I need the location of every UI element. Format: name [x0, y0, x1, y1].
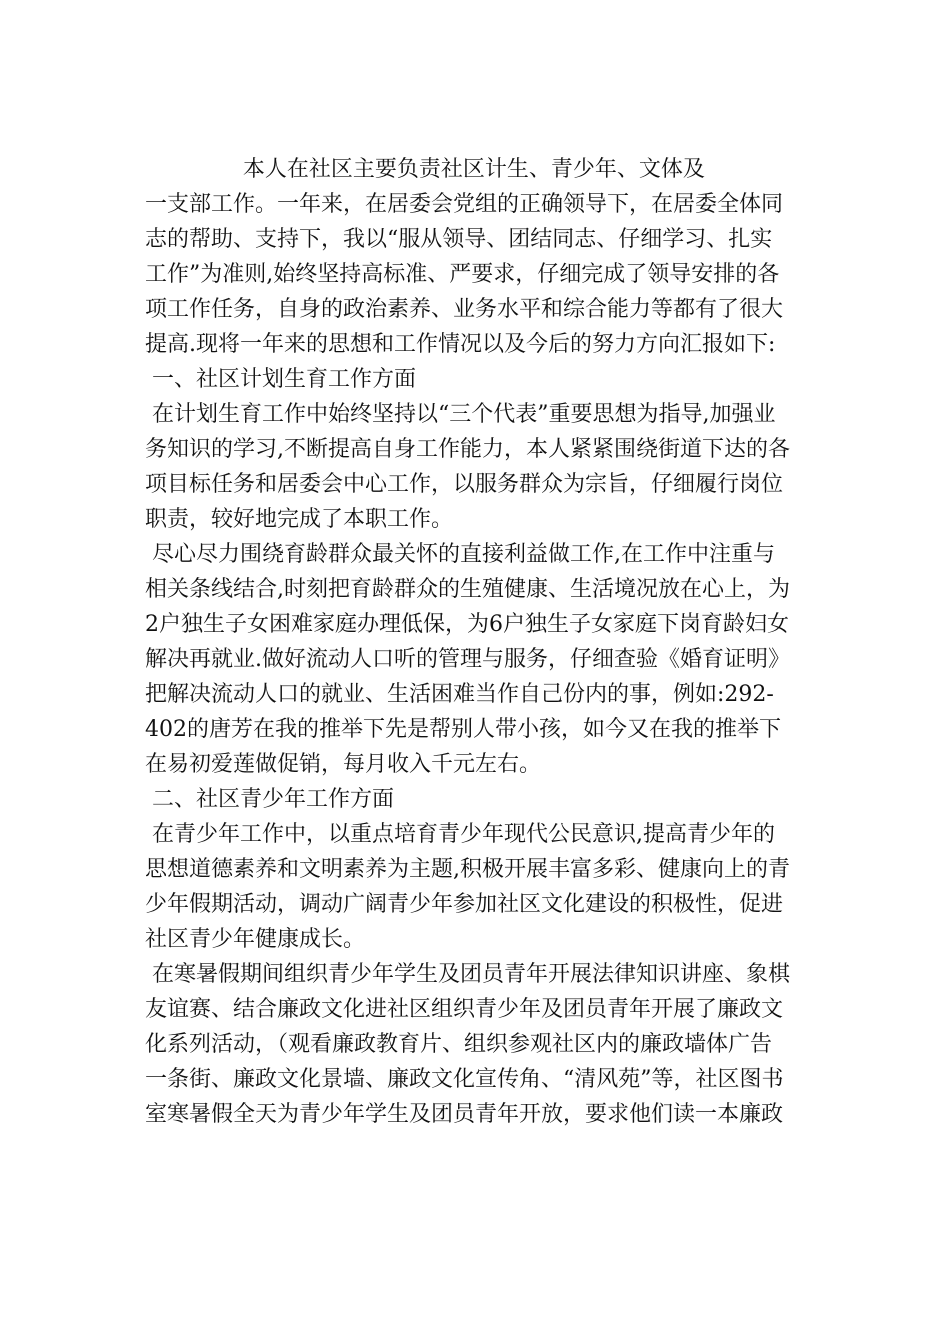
text-line-22: 少年假期活动，调动广阔青少年参加社区文化建设的积极性，促进 [145, 892, 784, 917]
text-line-13: 相关条线结合,时刻把育龄群众的生殖健康、生活境况放在心上，为 [145, 577, 790, 602]
text-line-16: 把解决流动人口的就业、生活困难当作自己份内的事，例如:292- [145, 682, 774, 707]
text-line-28: 室寒暑假全天为青少年学生及团员青年开放，要求他们读一本廉政 [145, 1102, 784, 1127]
text-line-6: 提高.现将一年来的思想和工作情况以及今后的努力方向汇报如下: [145, 332, 776, 357]
text-line-1: 本人在社区主要负责社区计生、青少年、文体及 [145, 157, 705, 182]
text-line-2: 一支部工作。一年来，在居委会党组的正确领导下，在居委全体同 [145, 192, 784, 217]
text-line-27: 一条街、廉政文化景墙、廉政文化宣传角、“清风苑”等，社区图书 [145, 1067, 784, 1092]
text-line-26: 化系列活动，（观看廉政教育片、组织参观社区内的廉政墙体广告 [145, 1032, 773, 1057]
text-line-14: 2户独生子女困难家庭办理低保，为6户独生子女家庭下岗育龄妇女 [145, 612, 789, 637]
text-line-15: 解决再就业.做好流动人口听的管理与服务，仔细查验《婚育证明》 [145, 647, 790, 672]
text-line-21: 思想道德素养和文明素养为主题,积极开展丰富多彩、健康向上的青 [145, 857, 790, 882]
text-line-8: 在计划生育工作中始终坚持以“三个代表”重要思想为指导,加强业 [145, 402, 776, 427]
section-heading-youth-work: 二、社区青少年工作方面 [145, 787, 394, 812]
text-line-17: 402的唐芳在我的推举下先是帮别人带小孩，如今又在我的推举下 [145, 717, 781, 742]
document-body [145, 152, 810, 1132]
text-line-5: 项工作任务，自身的政治素养、业务水平和综合能力等都有了很大 [145, 297, 784, 322]
text-line-3: 志的帮助、支持下，我以“服从领导、团结同志、仔细学习、扎实 [145, 227, 773, 252]
text-line-18: 在易初爱莲做促销，每月收入千元左右。 [145, 752, 542, 777]
text-line-10: 项目标任务和居委会中心工作，以服务群众为宗旨，仔细履行岗位 [145, 472, 784, 497]
text-line-4: 工作”为准则,始终坚持高标准、严要求，仔细完成了领导安排的各 [145, 262, 780, 287]
text-line-12: 尽心尽力围绕育龄群众最关怀的直接利益做工作,在工作中注重与 [145, 542, 775, 567]
text-line-23: 社区青少年健康成长。 [145, 927, 366, 952]
text-line-24: 在寒暑假期间组织青少年学生及团员青年开展法律知识讲座、象棋 [145, 962, 790, 987]
text-line-9: 务知识的学习,不断提高自身工作能力，本人紧紧围绕街道下达的各 [145, 437, 790, 462]
text-line-20: 在青少年工作中，以重点培育青少年现代公民意识,提高青少年的 [145, 822, 775, 847]
text-line-11: 职责，较好地完成了本职工作。 [145, 507, 454, 532]
section-heading-family-planning: 一、社区计划生育工作方面 [145, 367, 416, 392]
text-line-25: 友谊赛、结合廉政文化进社区组织青少年及团员青年开展了廉政文 [145, 997, 784, 1022]
